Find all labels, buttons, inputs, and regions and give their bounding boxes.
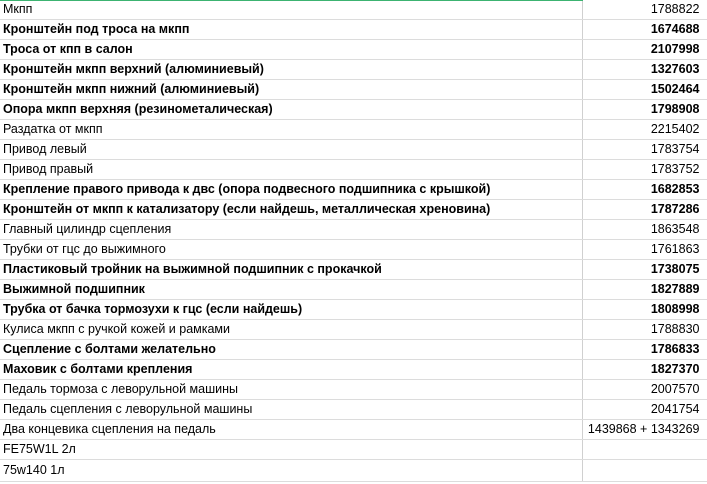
part-name-cell[interactable]: Кулиса мкпп с ручкой кожей и рамками [0, 320, 582, 340]
part-code-cell[interactable]: 1682853 [582, 180, 707, 200]
table-row [0, 300, 707, 320]
table-row [0, 420, 707, 440]
part-name-cell[interactable]: Кронштейн мкпп нижний (алюминиевый) [0, 80, 582, 100]
table-row [0, 360, 707, 380]
table-row [0, 0, 707, 20]
part-code-cell[interactable]: 1783752 [582, 160, 707, 180]
table-row [0, 80, 707, 100]
part-code-cell[interactable]: 1808998 [582, 300, 707, 320]
table-row [0, 440, 707, 460]
part-name-cell[interactable]: Привод левый [0, 140, 582, 160]
part-code-cell[interactable]: 2107998 [582, 40, 707, 60]
table-row [0, 140, 707, 160]
part-code-cell[interactable]: 1827889 [582, 280, 707, 300]
part-name-cell[interactable]: Троса от кпп в салон [0, 40, 582, 60]
table-row [0, 380, 707, 400]
part-code-cell[interactable]: 2215402 [582, 120, 707, 140]
part-name-cell[interactable]: Крепление правого привода к двс (опора подвесного подшипника с крышкой) [0, 180, 582, 200]
part-name-cell[interactable]: Главный цилиндр сцепления [0, 220, 582, 240]
part-code-cell[interactable]: 1863548 [582, 220, 707, 240]
table-row [0, 60, 707, 80]
table-row [0, 340, 707, 360]
table-row [0, 100, 707, 120]
table-row [0, 320, 707, 340]
part-name-cell[interactable]: FE75W1L 2л [0, 440, 582, 460]
part-name-cell[interactable]: Педаль тормоза с леворульной машины [0, 380, 582, 400]
part-code-cell[interactable] [582, 440, 707, 460]
part-name-cell[interactable]: Педаль сцепления с леворульной машины [0, 400, 582, 420]
table-row [0, 20, 707, 40]
part-name-cell[interactable]: Выжимной подшипник [0, 280, 582, 300]
part-name-cell[interactable]: Трубка от бачка тормозухи к гцс (если найдешь) [0, 300, 582, 320]
part-code-cell[interactable]: 1783754 [582, 140, 707, 160]
part-name-cell[interactable]: Маховик с болтами крепления [0, 360, 582, 380]
part-code-cell[interactable]: 2007570 [582, 380, 707, 400]
part-name-cell[interactable]: Трубки от гцс до выжимного [0, 240, 582, 260]
table-row [0, 460, 707, 482]
part-code-cell[interactable]: 1827370 [582, 360, 707, 380]
part-code-cell[interactable]: 1327603 [582, 60, 707, 80]
table-row [0, 240, 707, 260]
table-row [0, 40, 707, 60]
part-code-cell[interactable]: 1798908 [582, 100, 707, 120]
table-row [0, 200, 707, 220]
table-row [0, 160, 707, 180]
part-code-cell[interactable]: 2041754 [582, 400, 707, 420]
part-name-cell[interactable]: Раздатка от мкпп [0, 120, 582, 140]
part-name-cell[interactable]: Мкпп [0, 0, 582, 20]
part-name-cell[interactable]: Привод правый [0, 160, 582, 180]
part-name-cell[interactable]: Пластиковый тройник на выжимной подшипник с прокачкой [0, 260, 582, 280]
part-code-cell[interactable]: 1761863 [582, 240, 707, 260]
table-row [0, 120, 707, 140]
part-code-cell[interactable]: 1502464 [582, 80, 707, 100]
table-row [0, 280, 707, 300]
table-row [0, 180, 707, 200]
part-name-cell[interactable]: Два концевика сцепления на педаль [0, 420, 582, 440]
part-name-cell[interactable]: 75w140 1л [0, 460, 582, 482]
table-row [0, 260, 707, 280]
part-name-cell[interactable]: Опора мкпп верхняя (резинометалическая) [0, 100, 582, 120]
part-code-cell[interactable]: 1788822 [582, 0, 707, 20]
part-code-cell[interactable]: 1674688 [582, 20, 707, 40]
part-code-cell[interactable]: 1439868 + 1343269 [582, 420, 707, 440]
part-code-cell[interactable]: 1786833 [582, 340, 707, 360]
part-code-cell[interactable]: 1788830 [582, 320, 707, 340]
part-name-cell[interactable]: Кронштейн мкпп верхний (алюминиевый) [0, 60, 582, 80]
part-name-cell[interactable]: Кронштейн под троса на мкпп [0, 20, 582, 40]
part-name-cell[interactable]: Сцепление с болтами желательно [0, 340, 582, 360]
part-code-cell[interactable]: 1738075 [582, 260, 707, 280]
table-row [0, 400, 707, 420]
part-name-cell[interactable]: Кронштейн от мкпп к катализатору (если найдешь, металлическая хреновина) [0, 200, 582, 220]
selection-accent-line [0, 0, 583, 1]
table-row [0, 220, 707, 240]
part-code-cell[interactable] [582, 460, 707, 482]
part-code-cell[interactable]: 1787286 [582, 200, 707, 220]
